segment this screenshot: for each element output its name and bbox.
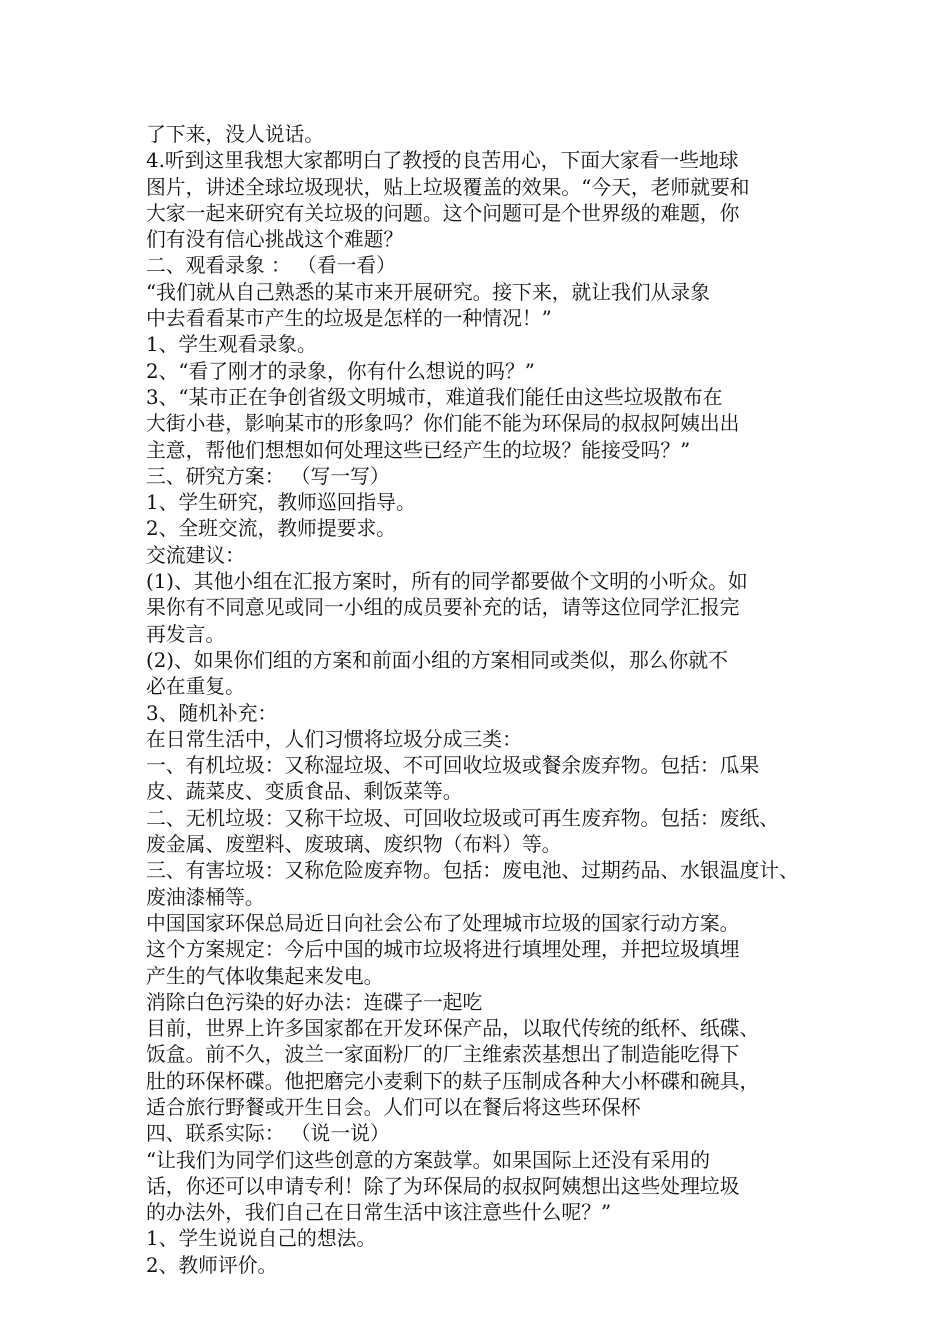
- text-line: 废金属、废塑料、废玻璃、废织物（布料）等。: [146, 833, 562, 857]
- text-line: 二、观看录象 ： （看一看）: [146, 254, 396, 278]
- text-line: 四、联系实际： （说一说）: [146, 1122, 390, 1146]
- document-page: [146, 122, 814, 1279]
- text-line: “让我们为同学们这些创意的方案鼓掌。如果国际上还没有采用的: [146, 1148, 710, 1172]
- text-line: 必在重复。: [146, 675, 245, 699]
- text-line: 3、“某市正在争创省级文明城市，难道我们能任由这些垃圾散布在: [146, 385, 723, 409]
- text-line: 们有没有信心挑战这个难题？: [146, 228, 404, 252]
- text-line: 大街小巷，影响某市的形象吗？你们能不能为环保局的叔叔阿姨出出: [146, 412, 740, 436]
- text-line: 皮、蔬菜皮、变质食品、剩饭菜等。: [146, 780, 463, 804]
- text-line: 肚的环保杯碟。他把磨完小麦剩下的麸子压制成各种大小杯碟和碗具，: [146, 1069, 760, 1093]
- text-line: 交流建议：: [146, 543, 245, 567]
- text-line: 中去看看某市产生的垃圾是怎样的一种情况！”: [146, 307, 552, 331]
- text-line: 了下来，没人说话。: [146, 123, 325, 146]
- text-line: 消除白色污染的好办法：连碟子一起吃: [146, 990, 483, 1014]
- text-line: (2)、如果你们组的方案和前面小组的方案相同或类似，那么你就不: [146, 648, 728, 672]
- text-line: 4.听到这里我想大家都明白了教授的良苦用心，下面大家看一些地球: [146, 149, 739, 173]
- text-line: 图片，讲述全球垃圾现状，贴上垃圾覆盖的效果。“今天，老师就要和: [146, 175, 750, 199]
- text-line: 2、“看了刚才的录象，你有什么想说的吗？”: [146, 359, 535, 383]
- text-line: 在日常生活中，人们习惯将垃圾分成三类：: [146, 727, 522, 751]
- text-line: 产生的气体收集起来发电。: [146, 964, 384, 988]
- text-line: 的办法外，我们自己在日常生活中该注意些什么呢？”: [146, 1201, 612, 1225]
- text-line: 1、学生研究，教师巡回指导。: [146, 491, 416, 515]
- text-line: 一、有机垃圾：又称湿垃圾、不可回收垃圾或餐余废弃物。包括：瓜果: [146, 754, 760, 778]
- text-line: 二、无机垃圾：又称干垃圾、可回收垃圾或可再生废弃物。包括：废纸、: [146, 806, 780, 830]
- text-line: (1)、其他小组在汇报方案时，所有的同学都要做个文明的小听众。如: [146, 570, 748, 594]
- text-line: 大家一起来研究有关垃圾的问题。这个问题可是个世界级的难题，你: [146, 201, 740, 225]
- text-line: 1、学生观看录象。: [146, 333, 317, 357]
- text-line: 三、有害垃圾：又称危险废弃物。包括：废电池、过期药品、水银温度计、: [146, 859, 799, 883]
- text-line: 三、研究方案： （写一写）: [146, 464, 390, 488]
- text-line: “我们就从自己熟悉的某市来开展研究。接下来，就让我们从录象: [146, 280, 710, 304]
- text-line: 废油漆桶等。: [146, 885, 265, 909]
- text-line: 2、全班交流，教师提要求。: [146, 517, 396, 541]
- text-line: 果你有不同意见或同一小组的成员要补充的话，请等这位同学汇报完: [146, 596, 740, 620]
- text-line: 主意，帮他们想想如何处理这些已经产生的垃圾？能接受吗？”: [146, 438, 691, 462]
- text-line: 目前，世界上许多国家都在开发环保产品，以取代传统的纸杯、纸碟、: [146, 1017, 760, 1041]
- text-line: 2、教师评价。: [146, 1253, 278, 1277]
- text-line: 中国国家环保总局近日向社会公布了处理城市垃圾的国家行动方案。: [146, 911, 740, 935]
- text-line: 话，你还可以申请专利！除了为环保局的叔叔阿姨想出这些处理垃圾: [146, 1174, 740, 1198]
- text-line: 这个方案规定：今后中国的城市垃圾将进行填埋处理，并把垃圾填埋: [146, 938, 740, 962]
- text-line: 再发言。: [146, 622, 226, 646]
- text-line: 1、学生说说自己的想法。: [146, 1227, 377, 1251]
- text-line: 饭盒。前不久，波兰一家面粉厂的厂主维索茨基想出了制造能吃得下: [146, 1043, 740, 1067]
- text-line: 适合旅行野餐或开生日会。人们可以在餐后将这些环保杯: [146, 1095, 641, 1119]
- text-line: 3、随机补充：: [146, 701, 278, 725]
